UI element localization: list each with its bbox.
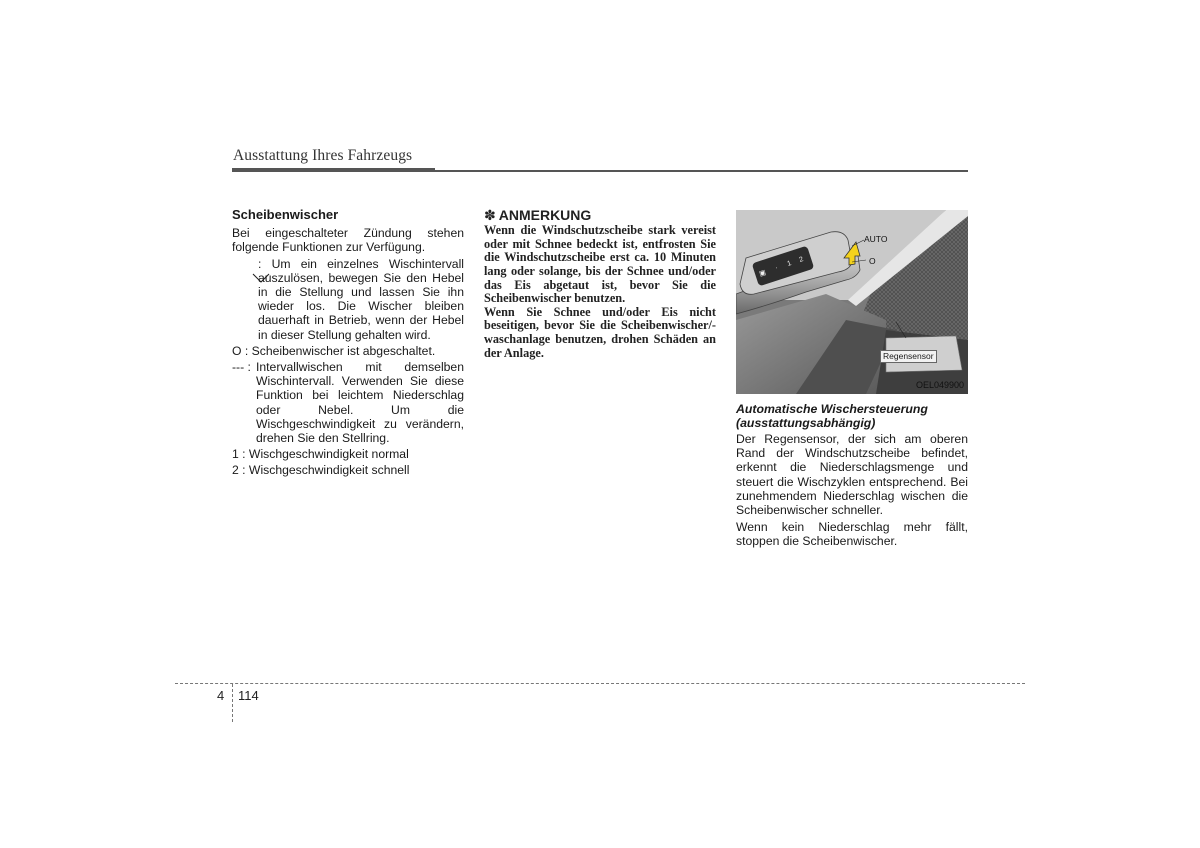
page-header-title: Ausstattung Ihres Fahrzeugs [233,147,413,164]
left-column [232,208,464,478]
wiper-lever-figure [736,210,968,394]
definition-interval-text: Intervallwischen mit demselben Wischintervall. Verwenden Sie diese Funktion bei leichtem Niederschlag oder Nebel. Um die Wischgeschwindigkeit zu verändern, drehen Sie den Stellring. [256,360,464,446]
wiper-lever-illustration [736,210,968,394]
note-symbol-icon: ✽ [484,207,496,223]
figure-label-auto: AUTO [864,234,888,244]
definition-single-wipe-text: : Um ein einzelnes Wischintervall auszulösen, bewegen Sie den Hebel in die Stellung und lassen Sie ihn wieder los. Die Wischer bleiben dauerhaft in Betrieb, wenn der Hebel in dieser Stellung gehalten wird. [258,256,464,342]
definition-speed-2: 2 : Wischgeschwindigkeit schnell [232,463,410,478]
note-title-text: ANMERKUNG [498,207,592,223]
figure-label-sensor: Regensensor [880,350,937,363]
section-title: Scheibenwischer [232,207,339,222]
intro-text: Bei eingeschalteter Zündung stehen folgende Funktionen zur Verfügung. [232,226,464,255]
chapter-number: 4 [217,688,225,703]
chevron-down-icon [232,257,256,342]
note-title [484,208,716,222]
sensor-paragraph-2: Wenn kein Niederschlag mehr fällt, stoppen die Scheibenwischer. [736,520,968,549]
note-column [484,208,716,360]
footer-rule [175,683,1025,684]
definition-interval [232,360,464,445]
header-rule-thin [435,170,968,172]
figure-code: OEL049900 [915,379,964,390]
svg-text:2: 2 [798,256,805,264]
footer-vertical-rule [232,684,233,722]
page-number: 114 [238,688,259,703]
note-paragraph-1: Wenn die Windschutzscheibe stark vereist oder mit Schnee bedeckt ist, entfrosten Sie die Windschutzscheibe erst ca. 10 Minuten lang oder solange, bis der Schnee und/oder das Eis abgetaut ist, bevor Sie die Scheibenwischer benutzen. [484,223,716,306]
svg-text:1: 1 [786,260,793,268]
note-paragraph-2: Wenn Sie Schnee und/oder Eis nicht beseitigen, bevor Sie die Scheibenwischer/-waschanlage benutzen, drohen Schäden an der Anlage. [484,304,716,360]
definition-speed-1: 1 : Wischgeschwindigkeit normal [232,447,409,462]
svg-text:▣: ▣ [758,269,767,278]
sensor-paragraph-1: Der Regensensor, der sich am oberen Rand der Windschutzscheibe befindet, erkennt die Niederschlagsmenge und steuert die Wischzyklen entsprechend. Bei zunehmendem Niederschlag wischen die Scheibenwischer schneller. [736,432,968,518]
right-column [736,210,968,549]
figure-label-off: O [869,256,876,266]
definition-interval-key: --- : [232,360,251,375]
svg-text:·: · [774,264,779,272]
definition-off: O : Scheibenwischer ist abgeschaltet. [232,343,436,358]
figure-caption: Automatische Wischersteuerung (ausstattungsabhängig) [736,402,928,430]
header-rule-thick [232,168,435,172]
definition-single-wipe [232,257,464,342]
